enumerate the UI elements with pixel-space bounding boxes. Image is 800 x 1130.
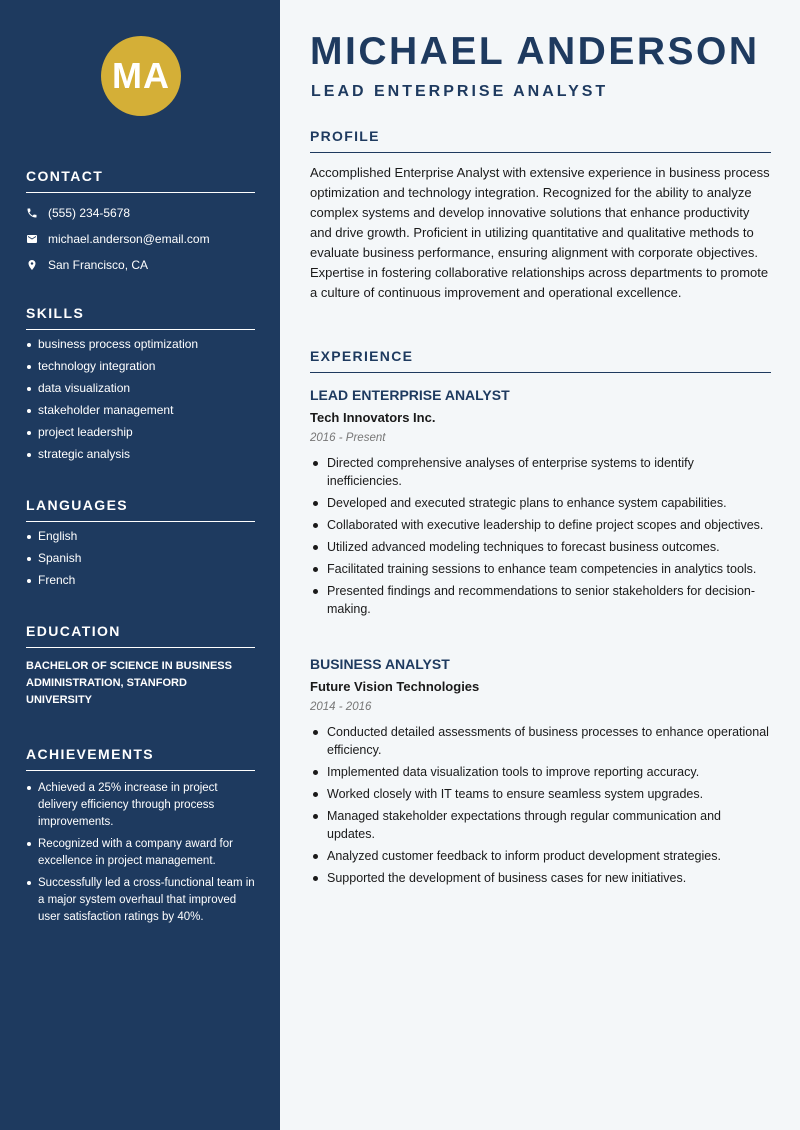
candidate-name: MICHAEL ANDERSON bbox=[310, 30, 760, 73]
job-bullet: Analyzed customer feedback to inform product development strategies. bbox=[310, 847, 771, 865]
job-title: BUSINESS ANALYST bbox=[310, 656, 450, 672]
avatar: MA bbox=[101, 36, 181, 116]
job-bullet: Managed stakeholder expectations through regular communication and updates. bbox=[310, 807, 771, 843]
skill-item: stakeholder management bbox=[26, 403, 255, 418]
main-content bbox=[280, 0, 800, 1130]
contact-location bbox=[26, 258, 255, 272]
education-degree: BACHELOR OF SCIENCE IN BUSINESS ADMINISTRATION, STANFORD UNIVERSITY bbox=[26, 660, 232, 706]
contact-email bbox=[26, 232, 255, 246]
job-bullet: Developed and executed strategic plans to enhance system capabilities. bbox=[310, 494, 771, 512]
contact-section bbox=[26, 168, 255, 272]
achievement-item: Recognized with a company award for excellence in project management. bbox=[26, 836, 255, 870]
candidate-title: LEAD ENTERPRISE ANALYST bbox=[311, 83, 609, 100]
achievements-list bbox=[26, 780, 255, 926]
job-bullet: Worked closely with IT teams to ensure seamless system upgrades. bbox=[310, 785, 771, 803]
job-bullet: Utilized advanced modeling techniques to forecast business outcomes. bbox=[310, 538, 771, 556]
contact-heading: CONTACT bbox=[26, 168, 255, 193]
language-item: English bbox=[26, 529, 255, 544]
job-bullets bbox=[310, 723, 771, 887]
language-item: Spanish bbox=[26, 551, 255, 566]
email-text[interactable]: michael.anderson@email.com bbox=[48, 232, 210, 246]
skill-item: technology integration bbox=[26, 359, 255, 374]
job-dates: 2014 - 2016 bbox=[310, 701, 372, 713]
skill-item: project leadership bbox=[26, 425, 255, 440]
job-bullet: Collaborated with executive leadership to define project scopes and objectives. bbox=[310, 516, 771, 534]
achievements-heading: ACHIEVEMENTS bbox=[26, 746, 255, 771]
job-bullets bbox=[310, 454, 771, 618]
profile-section bbox=[310, 128, 771, 303]
education-heading: EDUCATION bbox=[26, 623, 255, 648]
job-bullet: Supported the development of business cases for new initiatives. bbox=[310, 869, 771, 887]
job-bullet: Conducted detailed assessments of business processes to enhance operational efficiency. bbox=[310, 723, 771, 759]
languages-list bbox=[26, 529, 255, 588]
job-entry bbox=[310, 387, 771, 622]
language-item: French bbox=[26, 573, 255, 588]
phone-text[interactable]: (555) 234-5678 bbox=[48, 206, 131, 220]
email-icon bbox=[26, 233, 38, 245]
skills-heading: SKILLS bbox=[26, 305, 255, 330]
skills-section bbox=[26, 305, 255, 462]
skill-item: business process optimization bbox=[26, 337, 255, 352]
achievement-item: Achieved a 25% increase in project delivery efficiency through process improvements. bbox=[26, 780, 255, 831]
sidebar bbox=[0, 0, 280, 1130]
location-pin-icon bbox=[26, 259, 38, 271]
profile-text: Accomplished Enterprise Analyst with extensive experience in business process optimization and technology integration. Recognized for the ability to analyze complex systems and develop innovative solutions that enhance productivity and drive growth. Proficient in utilizing quantitative and qualitative methods to evaluate business performance, ensuring alignment with corporate objectives. Expertise in fostering collaborative relationships across departments to promote a culture of continuous improvement and operational excellence. bbox=[310, 165, 770, 300]
job-company: Tech Innovators Inc. bbox=[310, 410, 436, 425]
job-bullet: Presented findings and recommendations to senior stakeholders for decision-making. bbox=[310, 582, 771, 618]
contact-phone bbox=[26, 206, 255, 220]
job-title: LEAD ENTERPRISE ANALYST bbox=[310, 387, 510, 403]
languages-heading: LANGUAGES bbox=[26, 497, 255, 522]
achievements-section bbox=[26, 746, 255, 926]
experience-section bbox=[310, 348, 771, 373]
skill-item: data visualization bbox=[26, 381, 255, 396]
experience-heading: EXPERIENCE bbox=[310, 348, 771, 373]
job-bullet: Facilitated training sessions to enhance team competencies in analytics tools. bbox=[310, 560, 771, 578]
profile-heading: PROFILE bbox=[310, 128, 771, 153]
languages-section bbox=[26, 497, 255, 588]
phone-icon bbox=[26, 207, 38, 219]
skills-list bbox=[26, 337, 255, 462]
job-entry bbox=[310, 656, 771, 891]
job-dates: 2016 - Present bbox=[310, 432, 386, 444]
skill-item: strategic analysis bbox=[26, 447, 255, 462]
achievement-item: Successfully led a cross-functional team in a major system overhaul that improved user satisfaction ratings by 40%. bbox=[26, 875, 255, 926]
education-section bbox=[26, 623, 255, 709]
location-text: San Francisco, CA bbox=[48, 258, 149, 272]
job-bullet: Directed comprehensive analyses of enterprise systems to identify inefficiencies. bbox=[310, 454, 771, 490]
job-bullet: Implemented data visualization tools to improve reporting accuracy. bbox=[310, 763, 771, 781]
job-company: Future Vision Technologies bbox=[310, 679, 480, 694]
